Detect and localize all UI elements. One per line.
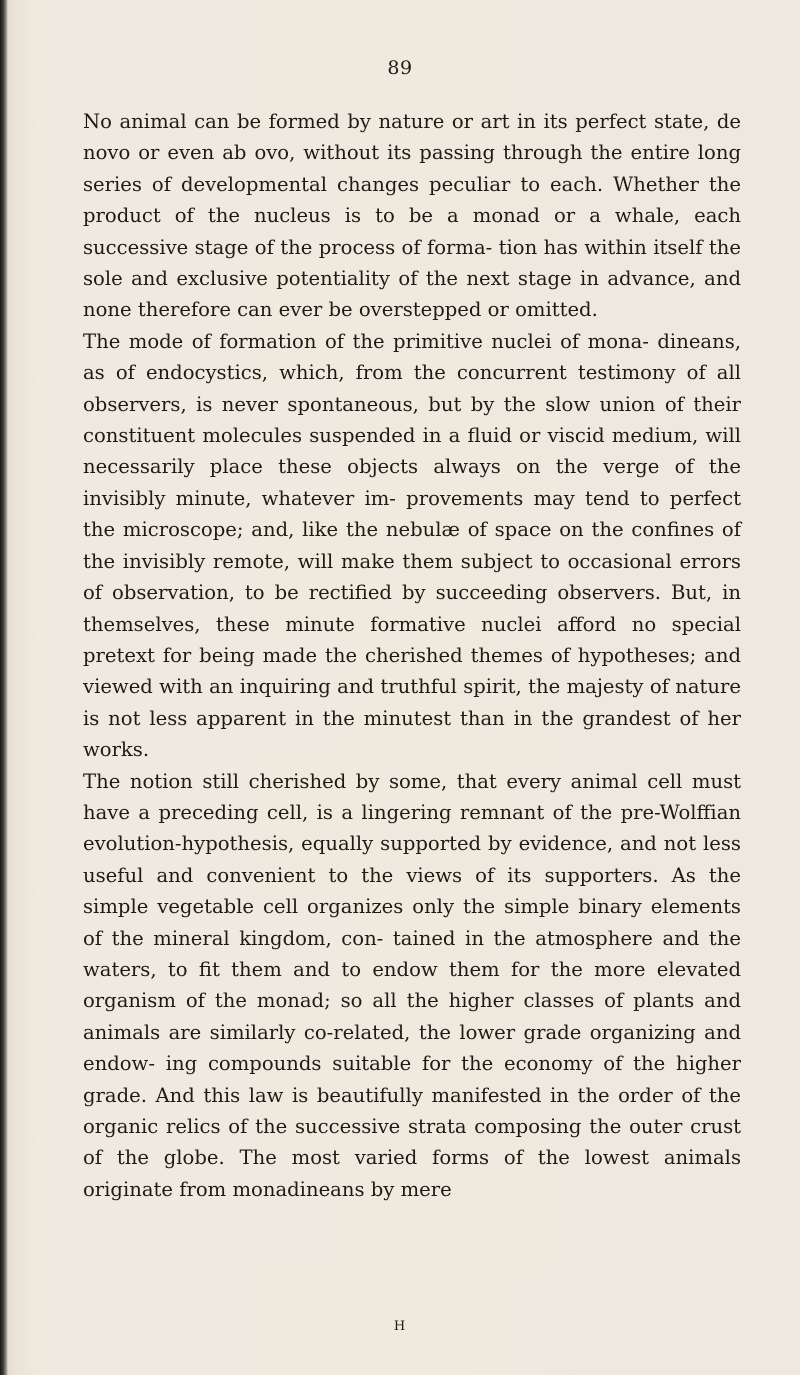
signature-mark: H: [393, 1319, 407, 1334]
binding-edge: [0, 0, 8, 1375]
paragraph-2: The mode of formation of the primitive nuclei of mona- dineans, as of endocystics, which, from the concurrent testimony of all observers, is never spontaneous, but by the slow union of their constituent molecules suspended in a fluid or viscid medium, will necessarily place these objects always on the verge of the invisibly minute, whatever im- provements may tend to perfect the microscope; and, like the nebulæ of space on the confines of the invisibly remote, will make them subject to occasional errors of observation, to be rectified by succeeding observers. But, in themselves, these minute formative nuclei afford no special pretext for being made the cherished themes of hypotheses; and viewed with an inquiring and truthful spirit, the majesty of nature is not less apparent in the minutest than in the grandest of her works.: [83, 329, 741, 762]
page-number: 89: [387, 57, 413, 79]
body-text: [83, 106, 741, 1205]
paragraph-3: The notion still cherished by some, that every animal cell must have a preceding cell, is a lingering remnant of the pre-Wolffian evolution-hypothesis, equally supported by evidence, and not less useful and convenient to the views of its supporters. As the simple vegetable cell organizes only the simple binary elements of the mineral kingdom, con- tained in the atmosphere and the waters, to fit them and to endow them for the more elevated organism of the monad; so all the higher classes of plants and animals are similarly co-related, the lower grade organizing and endow- ing compounds suitable for the economy of the higher grade. And this law is beautifully manifested in the order of the organic relics of the successive strata composing the outer crust of the globe. The most varied forms of the lowest animals originate from monadineans by mere: [83, 769, 741, 1201]
paragraph-1: No animal can be formed by nature or art in its perfect state, de novo or even ab ovo, without its passing through the entire long series of developmental changes peculiar to each. Whether the product of the nucleus is to be a monad or a whale, each successive stage of the process of forma- tion has within itself the sole and exclusive potentiality of the next stage in advance, and none therefore can ever be overstepped or omitted.: [83, 110, 741, 322]
